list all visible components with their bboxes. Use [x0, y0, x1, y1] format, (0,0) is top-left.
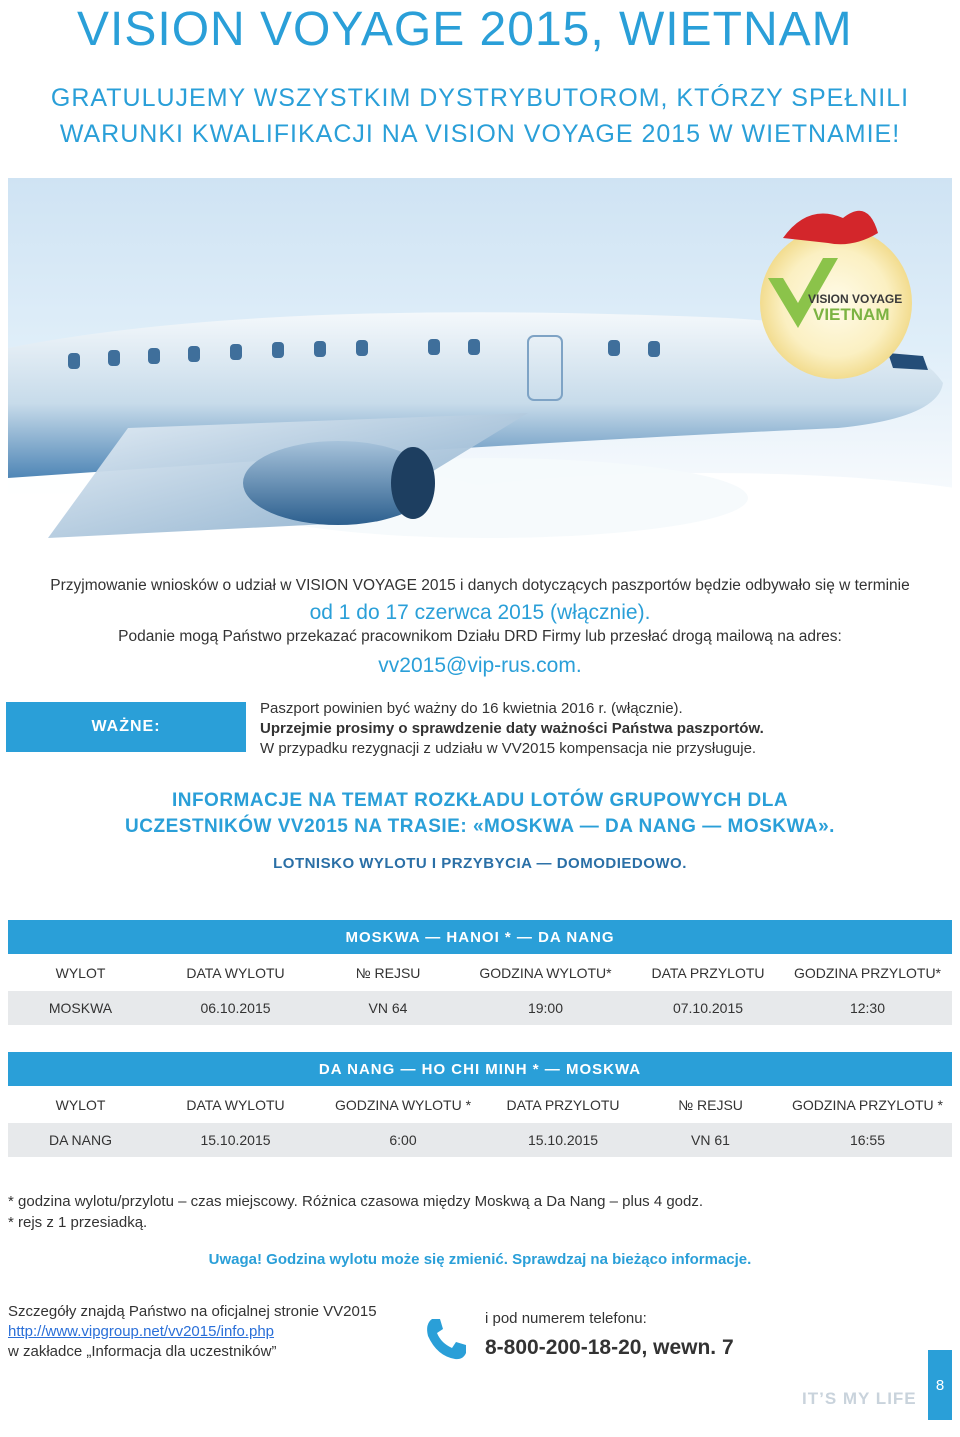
info-heading-2: UCZESTNIKÓW VV2015 NA TRASIE: «MOSKWA — DA NANG — MOSKWA».: [125, 816, 835, 837]
flight-2-data-cell: 15.10.2015: [527, 1132, 599, 1148]
important-line-3: W przypadku rezygnacji z udziału w VV2015 kompensacja nie przysługuje.: [260, 740, 757, 757]
intro-text-1: Przyjmowanie wniosków o udział w VISION VOYAGE 2015 i danych dotyczących paszportów będzie odbywało się w terminie: [50, 577, 910, 594]
flight-1-data-row: [8, 991, 952, 1025]
subtitle-line-1: GRATULUJEMY WSZYSTKIM DYSTRYBUTOROM, KTÓRZY SPEŁNILI: [50, 84, 910, 112]
subtitle-line-2: WARUNKI KWALIFIKACJI NA VISION VOYAGE 2015 W WIETNAMIE!: [59, 120, 901, 148]
flight-2-data-cell: 15.10.2015: [200, 1132, 271, 1148]
flight-1-data-cell: 12:30: [849, 1000, 886, 1016]
phone-number[interactable]: 8-800-200-18-20, wewn. 7: [485, 1336, 734, 1359]
flight-2-header-cell: GODZINA WYLOTU *: [334, 1097, 472, 1113]
footnote-transfer: * rejs z 1 przesiadką.: [8, 1214, 148, 1231]
flight-2-header-cell: WYLOT: [55, 1097, 106, 1113]
flight-1-route: MOSKWA — HANOI * — DA NANG: [345, 928, 615, 946]
flight-1-data-cell: VN 64: [368, 1000, 408, 1016]
page-number-value: 8: [935, 1376, 945, 1394]
footer-line-3: w zakładce „Informacja dla uczestników”: [8, 1343, 277, 1360]
important-line-2: Uprzejmie prosimy o sprawdzenie daty ważności Państwa paszportów.: [260, 720, 764, 737]
flight-2-route: DA NANG — HO CHI MINH * — MOSKWA: [318, 1060, 642, 1078]
intro-text-2: Podanie mogą Państwo przekazać pracownikom Działu DRD Firmy lub przesłać drogą mailową na adres:: [118, 628, 842, 645]
flight-1-route-bar: [8, 920, 952, 954]
flight-2-data-row: [8, 1123, 952, 1157]
logo-text-top: VISION VOYAGE: [808, 292, 903, 306]
flight-2-header-cell: DATA WYLOTU: [186, 1097, 285, 1113]
flight-1-header-cell: GODZINA PRZYLOTU*: [793, 965, 942, 981]
footnote-time: * godzina wylotu/przylotu – czas miejscowy. Różnica czasowa między Moskwą a Da Nang – plus 4 godz.: [8, 1193, 704, 1210]
phone-icon: [423, 1316, 469, 1362]
hero-airplane-image: [8, 178, 952, 548]
flight-1-data-cell: MOSKWA: [48, 1000, 113, 1016]
page-number: [928, 1350, 952, 1420]
warning-text: Uwaga! Godzina wylotu może się zmienić. Sprawdzaj na bieżąco informacje.: [208, 1251, 752, 1268]
flight-2-data-cell: 6:00: [389, 1132, 417, 1148]
flight-1-header-cell: GODZINA WYLOTU*: [479, 965, 612, 981]
important-line-1: Paszport powinien być ważny do 16 kwietnia 2016 r. (włącznie).: [260, 700, 683, 717]
flight-2-header-row: [8, 1088, 952, 1122]
important-label: WAŻNE:: [91, 718, 161, 735]
footer-link[interactable]: http://www.vipgroup.net/vv2015/info.php: [8, 1323, 275, 1340]
flight-1-header-cell: WYLOT: [55, 965, 106, 981]
flight-1-data-cell: 19:00: [527, 1000, 564, 1016]
info-heading-1: INFORMACJE NA TEMAT ROZKŁADU LOTÓW GRUPOWYCH DLA: [171, 790, 789, 811]
flight-1-header-cell: DATA PRZYLOTU: [651, 965, 765, 981]
page-title: VISION VOYAGE 2015, WIETNAM: [77, 3, 853, 56]
flight-2-data-cell: 16:55: [849, 1132, 886, 1148]
flight-2-header-cell: № REJSU: [678, 1097, 743, 1113]
flight-1-data-cell: 06.10.2015: [200, 1000, 271, 1016]
footer-details: [8, 1302, 377, 1362]
important-label-box: [6, 702, 246, 752]
important-text: [260, 699, 764, 759]
phone-label: i pod numerem telefonu:: [485, 1310, 647, 1327]
footer-line-1: Szczegóły znajdą Państwo na oficjalnej stronie VV2015: [8, 1303, 377, 1320]
brand-slogan: IT’S MY LIFE: [802, 1389, 917, 1408]
flight-1-header-cell: DATA WYLOTU: [186, 965, 285, 981]
airplane-illustration: [8, 178, 952, 548]
intro-dates: od 1 do 17 czerwca 2015 (włącznie).: [309, 601, 651, 624]
flight-2-route-bar: [8, 1052, 952, 1086]
flight-2-header-cell: DATA PRZYLOTU: [506, 1097, 620, 1113]
flight-1-data-cell: 07.10.2015: [672, 1000, 744, 1016]
flight-2-header-cell: GODZINA PRZYLOTU *: [792, 1097, 943, 1113]
intro-email[interactable]: vv2015@vip-rus.com.: [378, 654, 582, 677]
flight-1-header-row: [8, 956, 952, 990]
flight-1-header-cell: № REJSU: [355, 965, 421, 981]
airport-heading: LOTNISKO WYLOTU I PRZYBYCIA — DOMODIEDOWO.: [273, 855, 687, 872]
logo-text-bottom: VIETNAM: [813, 305, 890, 324]
flight-2-data-cell: DA NANG: [48, 1132, 112, 1148]
flight-2-data-cell: VN 61: [691, 1132, 730, 1148]
